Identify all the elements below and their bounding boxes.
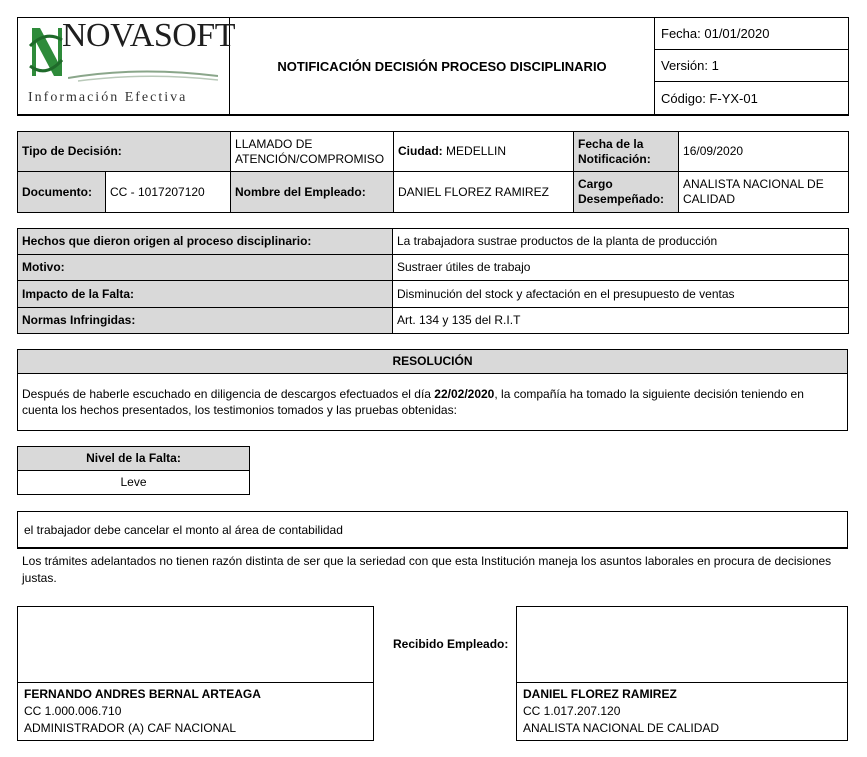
cargo-value: ANALISTA NACIONAL DE CALIDAD bbox=[679, 172, 849, 213]
resolucion-table bbox=[17, 349, 848, 431]
motivo-value: Sustraer útiles de trabajo bbox=[393, 255, 849, 281]
document-title: NOTIFICACIÓN DECISIÓN PROCESO DISCIPLINARIO bbox=[230, 18, 655, 116]
normas-value: Art. 134 y 135 del R.I.T bbox=[393, 308, 849, 334]
signature-line bbox=[517, 682, 847, 683]
nivel-falta-value: Leve bbox=[18, 471, 250, 495]
documento-value: CC - 1017207120 bbox=[106, 172, 231, 213]
nivel-falta-table bbox=[17, 446, 250, 495]
novasoft-logo-icon bbox=[28, 26, 64, 78]
table-row bbox=[18, 308, 849, 334]
ciudad-value: MEDELLIN bbox=[446, 144, 507, 158]
header-codigo: Código: F-YX-01 bbox=[655, 82, 849, 116]
signer-right-name: DANIEL FLOREZ RAMIREZ bbox=[523, 687, 677, 701]
resolucion-text-after: , la compañía ha tomado la siguiente decisión teniendo en cuenta los hechos presentados, los testimonios tomados y las pruebas obtenidas: bbox=[22, 387, 804, 417]
signer-right-id: CC 1.017.207.120 bbox=[523, 704, 621, 718]
normas-label: Normas Infringidas: bbox=[18, 308, 393, 334]
recibido-empleado-label: Recibido Empleado: bbox=[393, 637, 509, 651]
impacto-value: Disminución del stock y afectación en el presupuesto de ventas bbox=[393, 281, 849, 308]
resolucion-text bbox=[18, 374, 848, 431]
nombre-empleado-label: Nombre del Empleado: bbox=[231, 172, 394, 213]
decision-box bbox=[17, 511, 848, 549]
hechos-value: La trabajadora sustrae productos de la planta de producción bbox=[393, 229, 849, 255]
resolucion-text-before: Después de haberle escuchado en diligencia de descargos efectuados el día bbox=[22, 387, 435, 401]
tipo-decision-value: LLAMADO DE ATENCIÓN/COMPROMISO bbox=[231, 132, 394, 172]
cargo-label: Cargo Desempeñado: bbox=[574, 172, 679, 213]
fecha-notificacion-label: Fecha de la Notificación: bbox=[574, 132, 679, 172]
hechos-label: Hechos que dieron origen al proceso disciplinario: bbox=[18, 229, 393, 255]
nombre-empleado-value: DANIEL FLOREZ RAMIREZ bbox=[394, 172, 574, 213]
tipo-decision-label: Tipo de Decisión: bbox=[18, 132, 231, 172]
document-header bbox=[17, 17, 849, 116]
impacto-label: Impacto de la Falta: bbox=[18, 281, 393, 308]
table-row bbox=[18, 281, 849, 308]
signature-box-right bbox=[516, 606, 848, 741]
decision-text: el trabajador debe cancelar el monto al área de contabilidad bbox=[24, 523, 343, 537]
closing-text: Los trámites adelantados no tienen razón distinta de ser que la seriedad con que esta Institución maneja los asuntos laborales en procura de decisiones justas. bbox=[22, 554, 832, 585]
signer-right-role: ANALISTA NACIONAL DE CALIDAD bbox=[523, 721, 720, 735]
nivel-falta-label: Nivel de la Falta: bbox=[18, 447, 250, 471]
documento-label: Documento: bbox=[18, 172, 106, 213]
ciudad-label: Ciudad: bbox=[398, 144, 443, 158]
logo-cell bbox=[18, 17, 235, 116]
signature-line bbox=[18, 682, 373, 683]
header-fecha: Fecha: 01/01/2020 bbox=[655, 18, 849, 50]
resolucion-date: 22/02/2020 bbox=[434, 387, 495, 401]
header-underline bbox=[17, 114, 848, 116]
header-version: Versión: 1 bbox=[655, 50, 849, 82]
ciudad-cell bbox=[394, 132, 574, 172]
details-table bbox=[17, 228, 849, 334]
signer-left-id: CC 1.000.006.710 bbox=[24, 704, 122, 718]
logo-swoosh-icon bbox=[68, 68, 218, 82]
logo bbox=[26, 17, 235, 110]
resolucion-title: RESOLUCIÓN bbox=[18, 350, 848, 374]
table-row bbox=[18, 229, 849, 255]
signer-left-name: FERNANDO ANDRES BERNAL ARTEAGA bbox=[24, 687, 261, 701]
signer-left-role: ADMINISTRADOR (A) CAF NACIONAL bbox=[24, 721, 237, 735]
logo-name: NOVASOFT bbox=[62, 17, 235, 54]
fecha-notificacion-value: 16/09/2020 bbox=[679, 132, 849, 172]
employee-info-table bbox=[17, 131, 849, 213]
table-row bbox=[18, 255, 849, 281]
logo-tagline: Información Efectiva bbox=[28, 90, 188, 105]
motivo-label: Motivo: bbox=[18, 255, 393, 281]
signature-box-left bbox=[17, 606, 374, 741]
